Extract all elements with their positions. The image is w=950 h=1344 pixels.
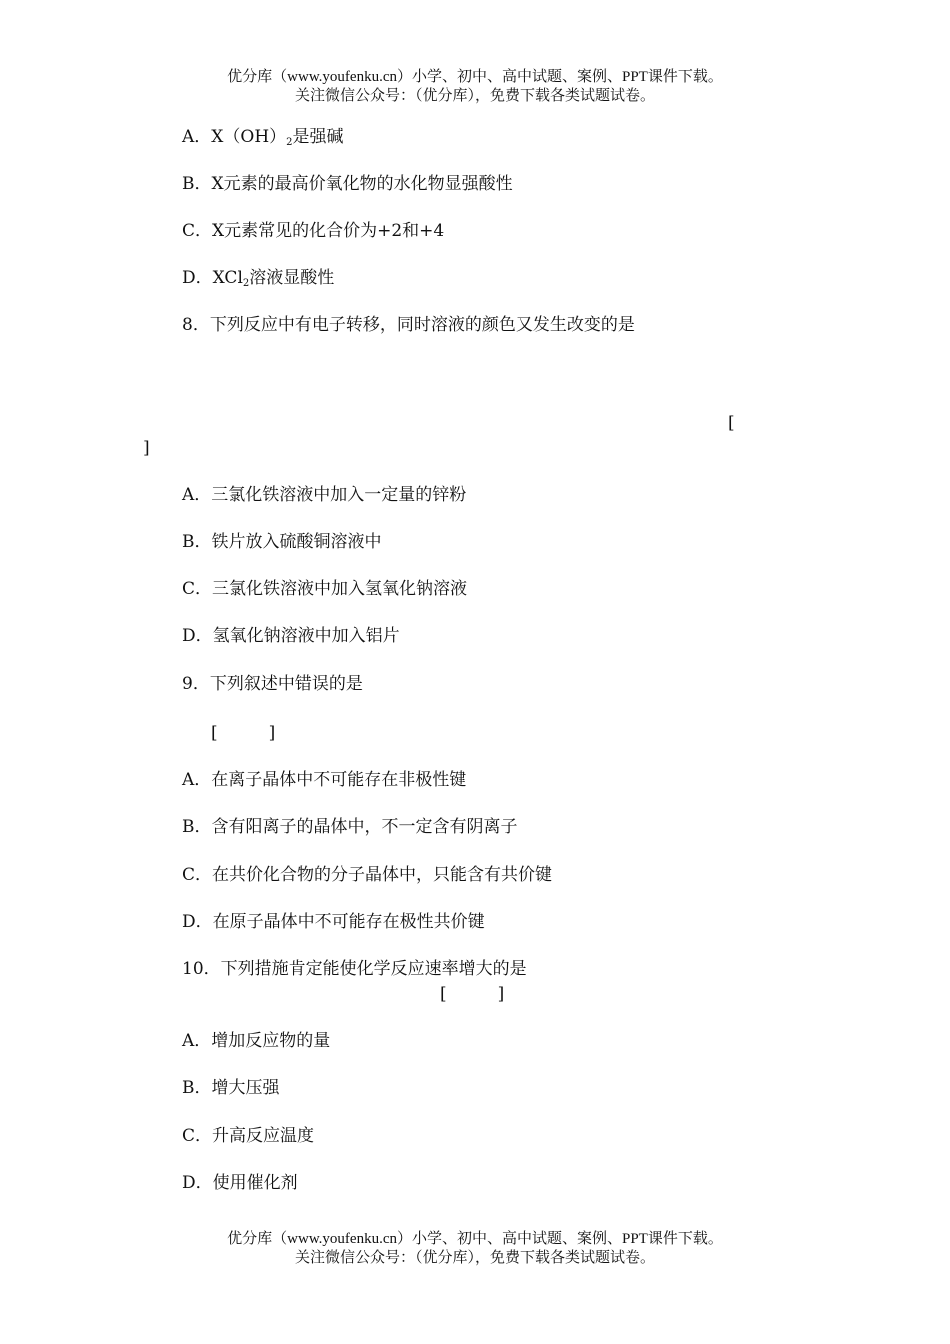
q7-option-d-text: D．XCl	[182, 268, 243, 288]
q9-option-c: C．在共价化合物的分子晶体中，只能含有共价键	[182, 865, 553, 885]
q7-option-d-text-end: 溶液显酸性	[249, 268, 335, 288]
q7-option-b: B．X元素的最高价氧化物的水化物显强酸性	[182, 174, 513, 194]
q9-answer-bracket: [ ]	[211, 723, 276, 743]
q10-option-a: A．增加反应物的量	[182, 1031, 331, 1051]
footer-line-2: 关注微信公众号：（优分库），免费下载各类试题试卷。	[294, 1250, 655, 1266]
q8-option-d: D．氢氧化钠溶液中加入铝片	[182, 626, 400, 646]
footer-line-1: 优分库（www.youfenku.cn）小学、初中、高中试题、案例、PPT课件下载。	[227, 1231, 723, 1247]
q8-bracket-close: ]	[143, 438, 150, 458]
q9-stem: 9．下列叙述中错误的是	[182, 674, 363, 694]
q7-option-a-text: A．X（OH）	[182, 127, 287, 147]
q7-option-d	[182, 267, 334, 295]
q7-option-a	[182, 126, 344, 154]
q8-option-a: A．三氯化铁溶液中加入一定量的锌粉	[182, 485, 467, 505]
q9-option-d: D．在原子晶体中不可能存在极性共价键	[182, 912, 485, 932]
q8-option-c: C．三氯化铁溶液中加入氢氧化钠溶液	[182, 579, 468, 599]
q10-option-c: C．升高反应温度	[182, 1126, 315, 1146]
q8-option-b: B．铁片放入硫酸铜溶液中	[182, 532, 382, 552]
q7-option-c: C．X元素常见的化合价为+2和+4	[182, 221, 445, 241]
q8-stem: 8．下列反应中有电子转移，同时溶液的颜色又发生改变的是	[182, 315, 635, 335]
page-header	[0, 68, 950, 106]
q9-option-a: A．在离子晶体中不可能存在非极性键	[182, 770, 467, 790]
q8-bracket-open: [	[728, 413, 735, 433]
q10-option-b: B．增大压强	[182, 1078, 280, 1098]
q9-option-b: B．含有阳离子的晶体中，不一定含有阴离子	[182, 817, 518, 837]
page-footer	[0, 1230, 950, 1268]
q7-option-a-text-end: 是强碱	[292, 127, 344, 147]
header-line-1: 优分库（www.youfenku.cn）小学、初中、高中试题、案例、PPT课件下载。	[227, 69, 723, 85]
q10-option-d: D．使用催化剂	[182, 1173, 298, 1193]
q10-answer-bracket: [ ]	[440, 984, 505, 1004]
header-line-2: 关注微信公众号：（优分库），免费下载各类试题试卷。	[294, 88, 655, 104]
q7-option-a-subscript: 2	[286, 137, 293, 148]
q7-option-d-subscript: 2	[242, 278, 250, 289]
q10-stem: 10．下列措施肯定能使化学反应速率增大的是	[182, 959, 527, 979]
